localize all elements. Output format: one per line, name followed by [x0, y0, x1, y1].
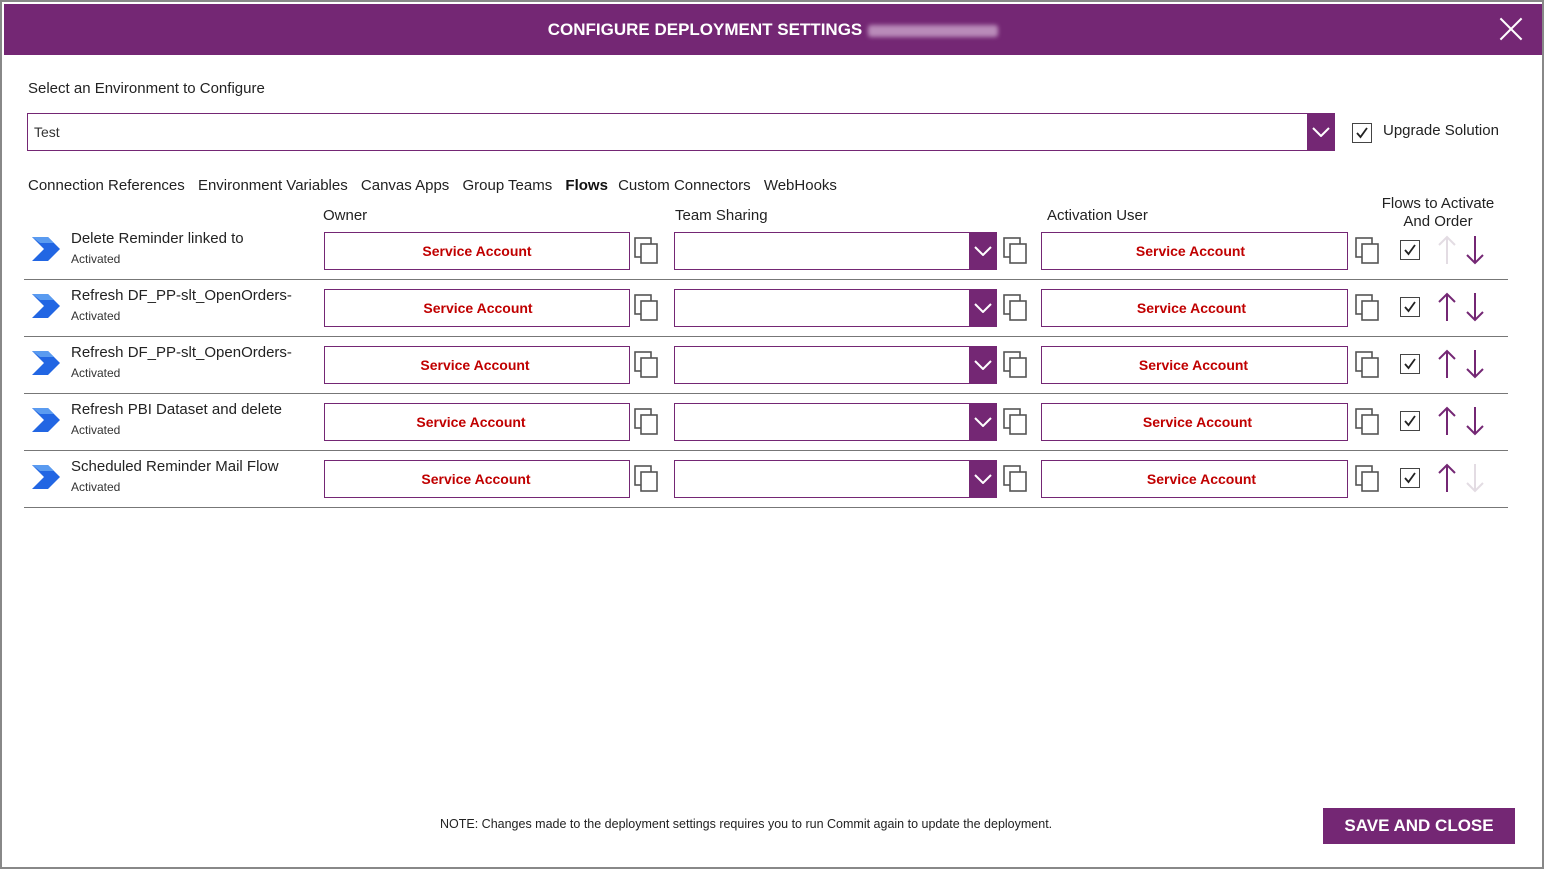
copy-owner-icon[interactable]	[633, 464, 659, 492]
chevron-down-icon[interactable]	[969, 289, 997, 327]
move-up-arrow-icon[interactable]	[1437, 462, 1457, 494]
owner-value: Service Account	[421, 471, 531, 487]
owner-value: Service Account	[423, 300, 533, 316]
owner-field[interactable]	[324, 232, 630, 270]
flow-name: Refresh PBI Dataset and delete	[71, 401, 282, 418]
flow-row	[24, 337, 1508, 394]
flow-name: Scheduled Reminder Mail Flow	[71, 458, 279, 475]
team-sharing-dropdown[interactable]	[674, 460, 997, 498]
team-sharing-dropdown[interactable]	[674, 289, 997, 327]
chevron-down-icon[interactable]	[969, 460, 997, 498]
redacted-solution-name	[868, 25, 998, 37]
copy-team-sharing-icon[interactable]	[1002, 464, 1028, 492]
copy-activation-user-icon[interactable]	[1354, 293, 1380, 321]
activation-user-column-header: Activation User	[1047, 207, 1148, 224]
move-up-arrow-icon	[1437, 234, 1457, 266]
team-sharing-dropdown[interactable]	[674, 346, 997, 384]
chevron-down-icon[interactable]	[1307, 113, 1335, 151]
flow-status: Activated	[71, 423, 121, 437]
team-sharing-dropdown[interactable]	[674, 403, 997, 441]
environment-dropdown[interactable]	[27, 113, 1335, 151]
copy-activation-user-icon[interactable]	[1354, 464, 1380, 492]
flow-status: Activated	[71, 309, 121, 323]
flow-row	[24, 394, 1508, 451]
chevron-down-icon[interactable]	[969, 232, 997, 270]
flows-to-activate-header-line1: Flows to Activate	[1381, 195, 1495, 212]
move-down-arrow-icon	[1465, 462, 1485, 494]
close-icon[interactable]	[1498, 16, 1524, 42]
activate-flow-checkbox[interactable]	[1400, 354, 1420, 374]
copy-owner-icon[interactable]	[633, 236, 659, 264]
move-up-arrow-icon[interactable]	[1437, 405, 1457, 437]
owner-value: Service Account	[420, 357, 530, 373]
activation-user-value: Service Account	[1135, 243, 1246, 259]
tab-flows[interactable]: Flows	[565, 177, 608, 194]
upgrade-solution-checkbox[interactable]	[1352, 123, 1372, 143]
owner-field[interactable]	[324, 346, 630, 384]
copy-team-sharing-icon[interactable]	[1002, 236, 1028, 264]
copy-owner-icon[interactable]	[633, 407, 659, 435]
tab-connection-references[interactable]: Connection References	[28, 177, 185, 194]
save-and-close-button[interactable]: SAVE AND CLOSE	[1323, 808, 1515, 844]
flow-status: Activated	[71, 480, 121, 494]
owner-field[interactable]	[324, 460, 630, 498]
activation-user-value: Service Account	[1142, 414, 1253, 430]
activation-user-field[interactable]	[1041, 403, 1348, 441]
move-down-arrow-icon[interactable]	[1465, 291, 1485, 323]
activation-user-field[interactable]	[1041, 232, 1348, 270]
chevron-down-icon[interactable]	[969, 403, 997, 441]
owner-value: Service Account	[416, 414, 526, 430]
copy-owner-icon[interactable]	[633, 293, 659, 321]
move-down-arrow-icon[interactable]	[1465, 234, 1485, 266]
activate-flow-checkbox[interactable]	[1400, 297, 1420, 317]
footer-note: NOTE: Changes made to the deployment settings requires you to run Commit again to update the deployment.	[440, 817, 1053, 831]
owner-field[interactable]	[324, 403, 630, 441]
flows-to-activate-header-line2: And Order	[1403, 213, 1473, 230]
activation-user-field[interactable]	[1041, 289, 1348, 327]
flow-name: Refresh DF_PP-slt_OpenOrders-	[71, 344, 292, 361]
team-sharing-column-header: Team Sharing	[675, 207, 768, 224]
owner-field[interactable]	[324, 289, 630, 327]
dialog-title-text: CONFIGURE DEPLOYMENT SETTINGS	[547, 20, 863, 39]
owner-value: Service Account	[422, 243, 532, 259]
copy-team-sharing-icon[interactable]	[1002, 293, 1028, 321]
move-down-arrow-icon[interactable]	[1465, 405, 1485, 437]
flow-row	[24, 223, 1508, 280]
flow-name: Refresh DF_PP-slt_OpenOrders-	[71, 287, 292, 304]
activation-user-value: Service Account	[1138, 357, 1249, 373]
copy-owner-icon[interactable]	[633, 350, 659, 378]
move-up-arrow-icon[interactable]	[1437, 348, 1457, 380]
activation-user-value: Service Account	[1136, 300, 1247, 316]
flow-name: Delete Reminder linked to	[71, 230, 244, 247]
tab-environment-variables[interactable]: Environment Variables	[197, 177, 348, 194]
flow-row	[24, 451, 1508, 508]
copy-activation-user-icon[interactable]	[1354, 407, 1380, 435]
activation-user-field[interactable]	[1041, 346, 1348, 384]
activation-user-value: Service Account	[1146, 471, 1257, 487]
environment-label: Select an Environment to Configure	[28, 80, 265, 97]
tab-group-teams[interactable]: Group Teams	[462, 177, 553, 194]
settings-tabs	[28, 177, 846, 194]
team-sharing-dropdown[interactable]	[674, 232, 997, 270]
environment-selected-value: Test	[34, 124, 60, 140]
activate-flow-checkbox[interactable]	[1400, 411, 1420, 431]
chevron-down-icon[interactable]	[969, 346, 997, 384]
power-automate-flow-icon	[30, 406, 64, 434]
tab-canvas-apps[interactable]: Canvas Apps	[360, 177, 450, 194]
upgrade-solution-label: Upgrade Solution	[1383, 122, 1499, 139]
move-down-arrow-icon[interactable]	[1465, 348, 1485, 380]
title-bar	[4, 4, 1542, 55]
tab-webhooks[interactable]: WebHooks	[763, 177, 837, 194]
activation-user-field[interactable]	[1041, 460, 1348, 498]
activate-flow-checkbox[interactable]	[1400, 240, 1420, 260]
copy-activation-user-icon[interactable]	[1354, 236, 1380, 264]
tab-custom-connectors[interactable]: Custom Connectors	[618, 177, 751, 194]
copy-team-sharing-icon[interactable]	[1002, 407, 1028, 435]
power-automate-flow-icon	[30, 292, 64, 320]
flow-row	[24, 280, 1508, 337]
copy-activation-user-icon[interactable]	[1354, 350, 1380, 378]
copy-team-sharing-icon[interactable]	[1002, 350, 1028, 378]
owner-column-header: Owner	[323, 207, 368, 224]
power-automate-flow-icon	[30, 349, 64, 377]
power-automate-flow-icon	[30, 463, 64, 491]
flow-status: Activated	[71, 366, 121, 380]
flow-status: Activated	[71, 252, 121, 266]
power-automate-flow-icon	[30, 235, 64, 263]
dialog-title	[4, 4, 1542, 55]
activate-flow-checkbox[interactable]	[1400, 468, 1420, 488]
move-up-arrow-icon[interactable]	[1437, 291, 1457, 323]
